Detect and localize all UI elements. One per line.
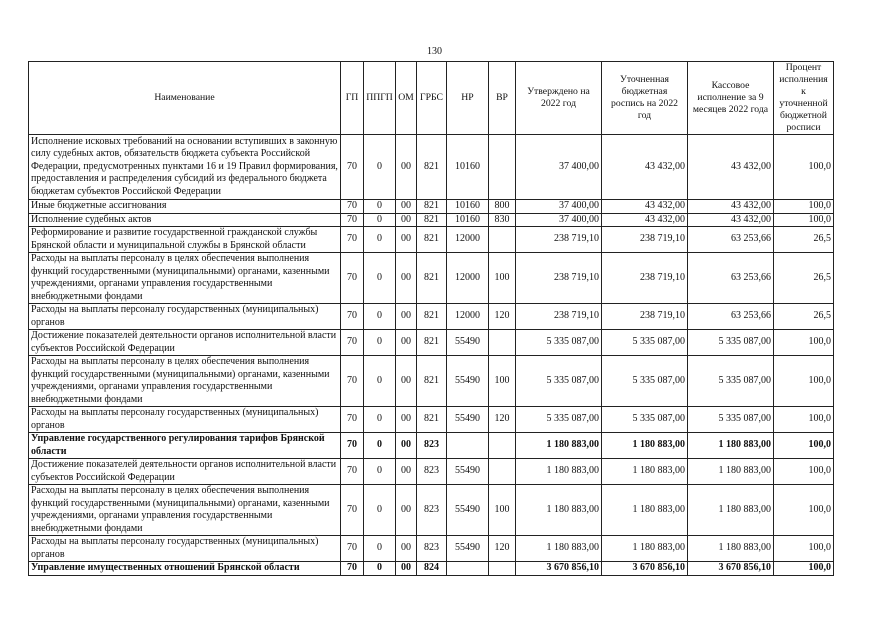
cell-gp: 70 bbox=[341, 330, 364, 356]
cell-np: 55490 bbox=[447, 407, 489, 433]
cell-om: 00 bbox=[396, 135, 417, 200]
cell-ppgp: 0 bbox=[364, 407, 396, 433]
header-cash: Кассовое исполнение за 9 месяцев 2022 года bbox=[688, 62, 774, 135]
cell-name: Управление государственного регулирования тарифов Брянской области bbox=[29, 433, 341, 459]
cell-gp: 70 bbox=[341, 562, 364, 576]
cell-vr bbox=[489, 330, 516, 356]
cell-gp: 70 bbox=[341, 304, 364, 330]
cell-refined: 3 670 856,10 bbox=[602, 562, 688, 576]
cell-ppgp: 0 bbox=[364, 356, 396, 407]
cell-approved: 1 180 883,00 bbox=[516, 433, 602, 459]
cell-om: 00 bbox=[396, 227, 417, 253]
cell-refined: 238 719,10 bbox=[602, 227, 688, 253]
budget-execution-table bbox=[28, 61, 834, 576]
cell-percent: 100,0 bbox=[774, 562, 834, 576]
cell-approved: 37 400,00 bbox=[516, 135, 602, 200]
cell-grbs: 821 bbox=[417, 200, 447, 214]
table-row bbox=[29, 562, 834, 576]
header-name: Наименование bbox=[29, 62, 341, 135]
cell-om: 00 bbox=[396, 304, 417, 330]
table-row bbox=[29, 253, 834, 304]
cell-np bbox=[447, 433, 489, 459]
cell-percent: 100,0 bbox=[774, 330, 834, 356]
cell-om: 00 bbox=[396, 213, 417, 227]
cell-approved: 238 719,10 bbox=[516, 304, 602, 330]
cell-percent: 100,0 bbox=[774, 200, 834, 214]
cell-ppgp: 0 bbox=[364, 459, 396, 485]
cell-grbs: 821 bbox=[417, 135, 447, 200]
cell-np: 12000 bbox=[447, 304, 489, 330]
cell-name: Достижение показателей деятельности органов исполнительной власти субъектов Российской Федерации bbox=[29, 330, 341, 356]
cell-percent: 100,0 bbox=[774, 213, 834, 227]
cell-om: 00 bbox=[396, 200, 417, 214]
cell-grbs: 823 bbox=[417, 459, 447, 485]
cell-approved: 1 180 883,00 bbox=[516, 536, 602, 562]
cell-ppgp: 0 bbox=[364, 213, 396, 227]
table-row bbox=[29, 356, 834, 407]
cell-refined: 43 432,00 bbox=[602, 200, 688, 214]
cell-cash: 1 180 883,00 bbox=[688, 433, 774, 459]
cell-np: 12000 bbox=[447, 227, 489, 253]
cell-ppgp: 0 bbox=[364, 330, 396, 356]
cell-vr: 120 bbox=[489, 536, 516, 562]
cell-percent: 100,0 bbox=[774, 407, 834, 433]
cell-grbs: 821 bbox=[417, 304, 447, 330]
cell-cash: 1 180 883,00 bbox=[688, 536, 774, 562]
cell-refined: 5 335 087,00 bbox=[602, 330, 688, 356]
cell-om: 00 bbox=[396, 485, 417, 536]
cell-name: Иные бюджетные ассигнования bbox=[29, 200, 341, 214]
header-percent: Процент исполнения к уточненной бюджетной росписи bbox=[774, 62, 834, 135]
cell-gp: 70 bbox=[341, 536, 364, 562]
cell-gp: 70 bbox=[341, 433, 364, 459]
cell-gp: 70 bbox=[341, 213, 364, 227]
cell-cash: 5 335 087,00 bbox=[688, 330, 774, 356]
cell-vr: 100 bbox=[489, 485, 516, 536]
table-row bbox=[29, 433, 834, 459]
cell-approved: 1 180 883,00 bbox=[516, 485, 602, 536]
cell-np: 55490 bbox=[447, 485, 489, 536]
cell-ppgp: 0 bbox=[364, 135, 396, 200]
cell-cash: 5 335 087,00 bbox=[688, 356, 774, 407]
cell-vr bbox=[489, 459, 516, 485]
cell-gp: 70 bbox=[341, 485, 364, 536]
cell-refined: 1 180 883,00 bbox=[602, 485, 688, 536]
cell-vr bbox=[489, 135, 516, 200]
cell-percent: 100,0 bbox=[774, 536, 834, 562]
cell-om: 00 bbox=[396, 459, 417, 485]
cell-percent: 100,0 bbox=[774, 356, 834, 407]
cell-ppgp: 0 bbox=[364, 227, 396, 253]
cell-name: Управление имущественных отношений Брянской области bbox=[29, 562, 341, 576]
cell-name: Реформирование и развитие государственной гражданской службы Брянской области и муниципальной службы в Брянской области bbox=[29, 227, 341, 253]
cell-om: 00 bbox=[396, 356, 417, 407]
cell-gp: 70 bbox=[341, 200, 364, 214]
cell-refined: 1 180 883,00 bbox=[602, 459, 688, 485]
cell-vr: 830 bbox=[489, 213, 516, 227]
cell-ppgp: 0 bbox=[364, 536, 396, 562]
cell-grbs: 821 bbox=[417, 407, 447, 433]
cell-om: 00 bbox=[396, 330, 417, 356]
cell-vr: 100 bbox=[489, 356, 516, 407]
table-row bbox=[29, 407, 834, 433]
table-body bbox=[29, 135, 834, 576]
cell-name: Расходы на выплаты персоналу в целях обеспечения выполнения функций государственными (муниципальными) органами, казенными учреждениями, органами управления государственными внебюджетными фондами bbox=[29, 356, 341, 407]
cell-name: Достижение показателей деятельности органов исполнительной власти субъектов Российской Федерации bbox=[29, 459, 341, 485]
cell-refined: 5 335 087,00 bbox=[602, 407, 688, 433]
cell-approved: 5 335 087,00 bbox=[516, 330, 602, 356]
cell-percent: 100,0 bbox=[774, 485, 834, 536]
cell-grbs: 823 bbox=[417, 433, 447, 459]
cell-refined: 5 335 087,00 bbox=[602, 356, 688, 407]
cell-cash: 63 253,66 bbox=[688, 227, 774, 253]
table-row bbox=[29, 135, 834, 200]
cell-om: 00 bbox=[396, 562, 417, 576]
cell-name: Расходы на выплаты персоналу государственных (муниципальных) органов bbox=[29, 536, 341, 562]
header-approved: Утверждено на 2022 год bbox=[516, 62, 602, 135]
cell-om: 00 bbox=[396, 433, 417, 459]
cell-np bbox=[447, 562, 489, 576]
cell-grbs: 821 bbox=[417, 253, 447, 304]
cell-refined: 238 719,10 bbox=[602, 253, 688, 304]
cell-gp: 70 bbox=[341, 459, 364, 485]
cell-cash: 43 432,00 bbox=[688, 213, 774, 227]
cell-cash: 63 253,66 bbox=[688, 304, 774, 330]
cell-ppgp: 0 bbox=[364, 200, 396, 214]
cell-approved: 37 400,00 bbox=[516, 200, 602, 214]
cell-ppgp: 0 bbox=[364, 304, 396, 330]
table-row bbox=[29, 536, 834, 562]
cell-np: 55490 bbox=[447, 536, 489, 562]
cell-vr bbox=[489, 562, 516, 576]
cell-approved: 238 719,10 bbox=[516, 227, 602, 253]
cell-cash: 1 180 883,00 bbox=[688, 459, 774, 485]
table-row bbox=[29, 459, 834, 485]
cell-om: 00 bbox=[396, 536, 417, 562]
page-number: 130 bbox=[427, 46, 442, 57]
cell-cash: 43 432,00 bbox=[688, 135, 774, 200]
cell-refined: 1 180 883,00 bbox=[602, 536, 688, 562]
table-row bbox=[29, 330, 834, 356]
cell-np: 55490 bbox=[447, 356, 489, 407]
table-row bbox=[29, 227, 834, 253]
cell-name: Исполнение судебных актов bbox=[29, 213, 341, 227]
cell-percent: 100,0 bbox=[774, 135, 834, 200]
table-row bbox=[29, 213, 834, 227]
cell-percent: 26,5 bbox=[774, 253, 834, 304]
cell-refined: 238 719,10 bbox=[602, 304, 688, 330]
cell-percent: 100,0 bbox=[774, 433, 834, 459]
cell-gp: 70 bbox=[341, 227, 364, 253]
cell-vr bbox=[489, 227, 516, 253]
cell-name: Исполнение исковых требований на основании вступивших в законную силу судебных актов, обязательств бюджета субъекта Российской Федерации, предусмотренных пунктами 16 и 19 Правил формирования, предоставления и распределения субсидий из федерального бюджета бюджетам субъектов Российской Федерации bbox=[29, 135, 341, 200]
cell-vr: 800 bbox=[489, 200, 516, 214]
table-header-row bbox=[29, 62, 834, 135]
cell-cash: 43 432,00 bbox=[688, 200, 774, 214]
cell-refined: 1 180 883,00 bbox=[602, 433, 688, 459]
table-row bbox=[29, 304, 834, 330]
cell-np: 55490 bbox=[447, 459, 489, 485]
cell-grbs: 821 bbox=[417, 227, 447, 253]
cell-approved: 5 335 087,00 bbox=[516, 356, 602, 407]
cell-gp: 70 bbox=[341, 407, 364, 433]
cell-refined: 43 432,00 bbox=[602, 135, 688, 200]
cell-vr: 100 bbox=[489, 253, 516, 304]
cell-approved: 37 400,00 bbox=[516, 213, 602, 227]
cell-vr: 120 bbox=[489, 407, 516, 433]
header-refined: Уточненная бюджетная роспись на 2022 год bbox=[602, 62, 688, 135]
cell-vr bbox=[489, 433, 516, 459]
table-row bbox=[29, 485, 834, 536]
cell-name: Расходы на выплаты персоналу в целях обеспечения выполнения функций государственными (муниципальными) органами, казенными учреждениями, органами управления государственными внебюджетными фондами bbox=[29, 485, 341, 536]
header-np: НР bbox=[447, 62, 489, 135]
cell-grbs: 823 bbox=[417, 536, 447, 562]
cell-vr: 120 bbox=[489, 304, 516, 330]
cell-om: 00 bbox=[396, 407, 417, 433]
table-row bbox=[29, 200, 834, 214]
cell-percent: 26,5 bbox=[774, 304, 834, 330]
cell-cash: 1 180 883,00 bbox=[688, 485, 774, 536]
cell-grbs: 824 bbox=[417, 562, 447, 576]
cell-ppgp: 0 bbox=[364, 562, 396, 576]
cell-approved: 3 670 856,10 bbox=[516, 562, 602, 576]
cell-grbs: 821 bbox=[417, 213, 447, 227]
cell-name: Расходы на выплаты персоналу государственных (муниципальных) органов bbox=[29, 407, 341, 433]
cell-approved: 1 180 883,00 bbox=[516, 459, 602, 485]
cell-np: 55490 bbox=[447, 330, 489, 356]
header-ppgp: ППГП bbox=[364, 62, 396, 135]
cell-approved: 5 335 087,00 bbox=[516, 407, 602, 433]
header-vr: ВР bbox=[489, 62, 516, 135]
cell-name: Расходы на выплаты персоналу государственных (муниципальных) органов bbox=[29, 304, 341, 330]
cell-cash: 3 670 856,10 bbox=[688, 562, 774, 576]
cell-gp: 70 bbox=[341, 135, 364, 200]
cell-gp: 70 bbox=[341, 356, 364, 407]
cell-om: 00 bbox=[396, 253, 417, 304]
cell-ppgp: 0 bbox=[364, 485, 396, 536]
cell-percent: 26,5 bbox=[774, 227, 834, 253]
cell-name: Расходы на выплаты персоналу в целях обеспечения выполнения функций государственными (муниципальными) органами, казенными учреждениями, органами управления государственными внебюджетными фондами bbox=[29, 253, 341, 304]
header-om: ОМ bbox=[396, 62, 417, 135]
cell-cash: 63 253,66 bbox=[688, 253, 774, 304]
cell-grbs: 821 bbox=[417, 330, 447, 356]
cell-ppgp: 0 bbox=[364, 253, 396, 304]
cell-refined: 43 432,00 bbox=[602, 213, 688, 227]
cell-gp: 70 bbox=[341, 253, 364, 304]
cell-np: 12000 bbox=[447, 253, 489, 304]
cell-np: 10160 bbox=[447, 200, 489, 214]
cell-np: 10160 bbox=[447, 135, 489, 200]
cell-cash: 5 335 087,00 bbox=[688, 407, 774, 433]
cell-approved: 238 719,10 bbox=[516, 253, 602, 304]
cell-ppgp: 0 bbox=[364, 433, 396, 459]
header-gp: ГП bbox=[341, 62, 364, 135]
cell-grbs: 823 bbox=[417, 485, 447, 536]
cell-percent: 100,0 bbox=[774, 459, 834, 485]
header-grbs: ГРБС bbox=[417, 62, 447, 135]
cell-grbs: 821 bbox=[417, 356, 447, 407]
cell-np: 10160 bbox=[447, 213, 489, 227]
